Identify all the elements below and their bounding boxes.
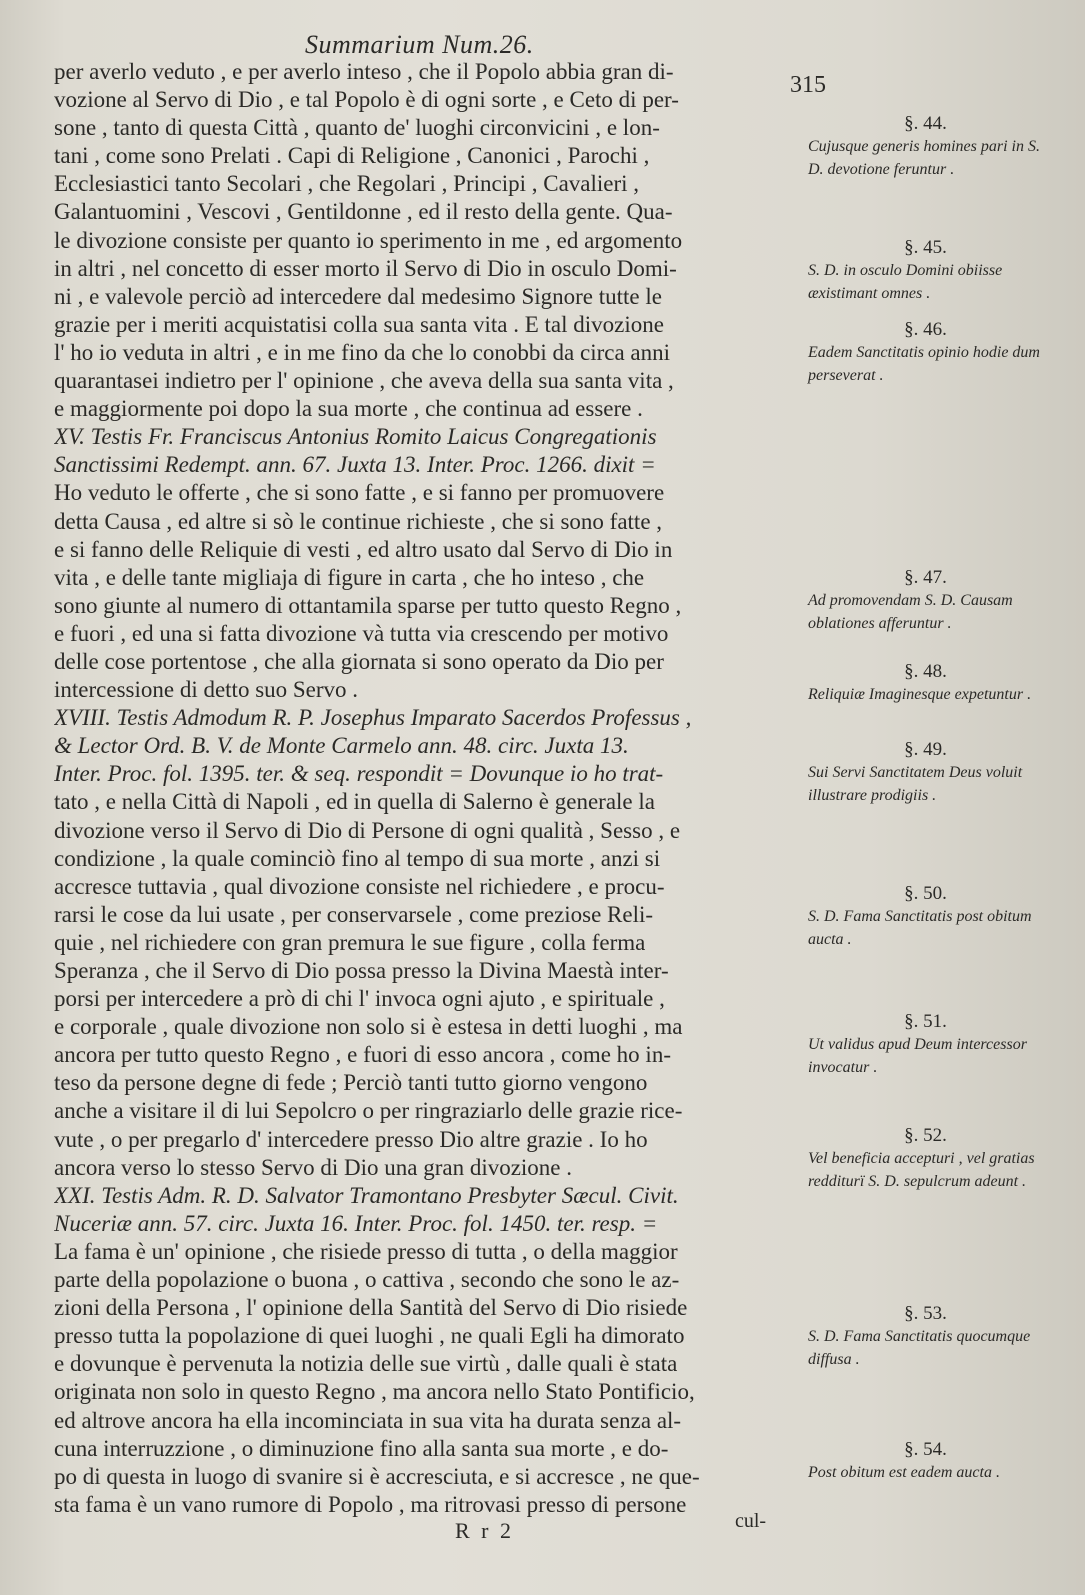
margin-note-number: §. 47. (904, 567, 947, 588)
text-line: Speranza , che il Servo di Dio possa presso la Divina Maestà inter- (54, 958, 669, 983)
margin-note-number: §. 48. (904, 661, 947, 682)
text-line: tani , come sono Prelati . Capi di Religione , Canonici , Parochi , (54, 143, 650, 169)
text-line: presso tutta la popolazione di quei luoghi , ne quali Egli ha dimorato (54, 1323, 685, 1349)
margin-note-number: §. 45. (904, 237, 947, 258)
text-line: in altri , nel concetto di esser morto il Servo di Dio in osculo Domi- (54, 255, 677, 281)
margin-note (808, 1302, 1043, 1371)
margin-note-text: S. D. Fama Sanctitatis quocumque diffusa . (808, 1328, 1031, 1368)
text-line: le divozione consiste per quanto io sperimento in me , ed argomento (54, 227, 683, 253)
text-line: e corporale , quale divozione non solo si è estesa in detti luoghi , ma (54, 1014, 683, 1040)
margin-note-number: §. 46. (904, 319, 947, 340)
margin-note-number: §. 53. (904, 1303, 947, 1324)
text-line: La fama è un' opinione , che risiede presso di tutta , o della maggior (54, 1238, 678, 1264)
margin-note-number: §. 50. (904, 883, 947, 904)
page-number: 315 (790, 72, 826, 98)
margin-note (808, 1010, 1043, 1079)
margin-note (808, 882, 1043, 951)
margin-note-text: Post obitum est eadem aucta . (808, 1464, 1000, 1481)
text-line: e fuori , ed una si fatta divozione và tutta via crescendo per motivo (54, 620, 669, 646)
text-line: zioni della Persona , l' opinione della Santità del Servo di Dio risiede (54, 1295, 688, 1321)
margin-note-text: Vel beneficia accepturi , vel gratias redditurï S. D. sepulcrum adeunt . (808, 1150, 1035, 1190)
text-line: Sanctissimi Redempt. ann. 67. Juxta 13. Inter. Proc. 1266. dixit = (54, 452, 656, 478)
margin-note (808, 318, 1043, 387)
text-line: porsi per intercedere a prò di chi l' invoca ogni ajuto , e spirituale , (54, 986, 665, 1012)
text-line: Nuceriæ ann. 57. circ. Juxta 16. Inter. Proc. fol. 1450. ter. resp. = (54, 1210, 658, 1236)
text-line: & Lector Ord. B. V. de Monte Carmelo ann. 48. circ. Juxta 13. (54, 733, 629, 759)
catchword: cul- (735, 1510, 767, 1532)
margin-note-text: Ad promovendam S. D. Causam oblationes afferuntur . (808, 592, 1013, 632)
margin-note (808, 112, 1043, 181)
text-line: per averlo veduto , e per averlo inteso , che il Popolo abbia gran di- (54, 59, 674, 84)
text-line: parte della popolazione o buona , o cattiva , secondo che sono le az- (54, 1267, 680, 1293)
text-line: divozione verso il Servo di Dio di Persone di ogni qualità , Sesso , e (54, 817, 681, 843)
text-line: sono giunte al numero di ottantamila sparse per tutto questo Regno , (54, 592, 682, 618)
text-line: Ecclesiastici tanto Secolari , che Regolari , Principi , Cavalieri , (54, 171, 640, 197)
running-head: Summarium Num.26. (305, 30, 534, 59)
text-line: XVIII. Testis Admodum R. P. Josephus Imparato Sacerdos Professus , (54, 705, 692, 731)
text-line: ancora per tutto questo Regno , e fuori di esso ancora , come ho in- (54, 1042, 671, 1068)
text-line: sta fama è un vano rumore di Popolo , ma ritrovasi presso di persone (54, 1491, 687, 1517)
margin-note-text: Ut validus apud Deum intercessor invocatur . (808, 1036, 1027, 1076)
text-line: quarantasei indietro per l' opinione , che aveva della sua santa vita , (54, 368, 674, 394)
text-line: originata non solo in questo Regno , ma ancora nello Stato Pontificio, (54, 1379, 695, 1405)
text-line: XV. Testis Fr. Franciscus Antonius Romito Laicus Congregationis (54, 424, 657, 450)
text-line: vozione al Servo di Dio , e tal Popolo è di ogni sorte , e Ceto di per- (54, 87, 679, 113)
text-line: sone , tanto di questa Città , quanto de' luoghi circonvicini , e lon- (54, 115, 660, 141)
margin-note (808, 738, 1043, 807)
margin-note-text: Reliquiæ Imaginesque expetuntur . (808, 686, 1032, 703)
margin-note-text: Eadem Sanctitatis opinio hodie dum perseverat . (808, 344, 1040, 384)
text-line: tato , e nella Città di Napoli , ed in quella di Salerno è generale la (54, 789, 655, 815)
text-line: delle cose portentose , che alla giornata si sono operato da Dio per (54, 648, 664, 674)
text-line: po di questa in luogo di svanire si è accresciuta, e si accresce , ne que- (54, 1463, 700, 1489)
text-line: detta Causa , ed altre si sò le continue richieste , che si sono fatte , (54, 508, 663, 534)
margin-note-number: §. 52. (904, 1125, 947, 1146)
margin-note (808, 566, 1043, 635)
text-line: teso da persone degne di fede ; Perciò tanti tutto giorno vengono (54, 1070, 648, 1096)
margin-note-number: §. 49. (904, 739, 947, 760)
margin-note-number: §. 54. (904, 1439, 947, 1460)
text-line: vita , e delle tante migliaja di figure in carta , che ho inteso , che (54, 564, 645, 590)
text-line: l' ho io veduta in altri , e in me fino da che lo conobbi da circa anni (54, 339, 671, 365)
text-line: XXI. Testis Adm. R. D. Salvator Tramontano Presbyter Sæcul. Civit. (54, 1182, 679, 1208)
margin-note-number: §. 44. (904, 113, 947, 134)
text-line: rarsi le cose da lui usate , per conservarsele , come preziose Reli- (54, 901, 654, 927)
text-line: accresce tuttavia , qual divozione consiste nel richiedere , e procu- (54, 873, 665, 899)
text-line: anche a visitare il di lui Sepolcro o per ringraziarlo delle grazie rice- (54, 1098, 683, 1124)
text-line: ed altrove ancora ha ella incominciata in sua vita ha durata senza al- (54, 1407, 682, 1433)
margin-note-text: S. D. in osculo Domini obiisse æxistimant omnes . (808, 262, 1003, 302)
margin-note-text: Cujusque generis homines pari in S. D. devotione feruntur . (808, 138, 1040, 178)
text-line: e dovunque è pervenuta la notizia delle sue virtù , dalle quali è stata (54, 1351, 678, 1377)
text-line: Galantuomini , Vescovi , Gentildonne , ed il resto della gente. Qua- (54, 199, 673, 225)
text-line: e maggiormente poi dopo la sua morte , che continua ad essere . (54, 396, 643, 422)
signature-mark: R r 2 (455, 1518, 514, 1543)
text-line: intercessione di detto suo Servo . (54, 677, 359, 703)
margin-note (808, 236, 1043, 305)
text-line: quie , nel richiedere con gran premura le sue figure , colla ferma (54, 929, 646, 955)
text-line: ancora verso lo stesso Servo di Dio una gran divozione . (54, 1154, 573, 1180)
margin-note (808, 1438, 1043, 1484)
text-line: vute , o per pregarlo d' intercedere presso Dio altre grazie . Io ho (54, 1126, 648, 1152)
main-text-block (54, 58, 816, 1519)
text-line: cuna interruzzione , o diminuzione fino alla santa sua morte , e do- (54, 1435, 669, 1461)
text-line: grazie per i meriti acquistatisi colla sua santa vita . E tal divozione (54, 311, 664, 337)
margin-note-number: §. 51. (904, 1011, 947, 1032)
text-line: e si fanno delle Reliquie di vesti , ed altro usato dal Servo di Dio in (54, 536, 673, 562)
text-line: Ho veduto le offerte , che si sono fatte , e si fanno per promuovere (54, 480, 665, 506)
margin-note (808, 1124, 1043, 1193)
text-line: Inter. Proc. fol. 1395. ter. & seq. respondit = Dovunque io ho trat- (54, 761, 664, 787)
margin-note (808, 660, 1043, 706)
margin-note-text: S. D. Fama Sanctitatis post obitum aucta . (808, 908, 1032, 948)
text-line: condizione , la quale cominciò fino al tempo di sua morte , anzi si (54, 845, 661, 871)
margin-note-text: Sui Servi Sanctitatem Deus voluit illustrare prodigiis . (808, 764, 1023, 804)
text-line: ni , e valevole perciò ad intercedere dal medesimo Signore tutte le (54, 283, 662, 309)
